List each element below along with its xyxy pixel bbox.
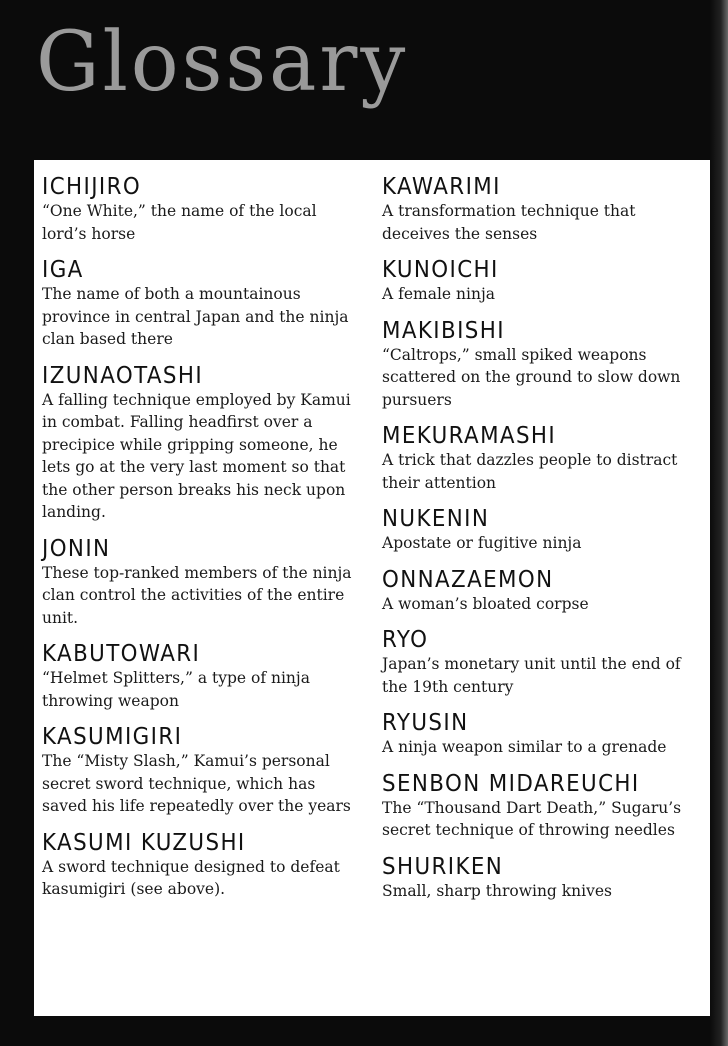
entry-term: SHURIKEN <box>382 853 504 880</box>
glossary-entry <box>382 506 708 555</box>
entry-definition: Japan’s monetary unit until the end of the 19th century <box>382 655 681 696</box>
entry-term: MEKURAMASHI <box>382 423 557 449</box>
glossary-panel <box>34 160 710 1016</box>
glossary-entry <box>382 710 708 759</box>
entry-term: ICHIJIRO <box>42 174 142 200</box>
glossary-entry <box>42 641 364 712</box>
entry-term: NUKENIN <box>382 506 490 532</box>
glossary-entry <box>382 318 708 412</box>
entry-term: MAKIBISHI <box>382 317 505 344</box>
glossary-entry <box>382 423 708 494</box>
glossary-entry <box>42 724 364 818</box>
entry-term: IGA <box>42 257 84 283</box>
glossary-entry <box>42 830 364 901</box>
glossary-entry <box>42 174 364 245</box>
entry-definition: A female ninja <box>382 285 495 303</box>
entry-term: KASUMIGIRI <box>42 724 183 750</box>
entry-definition: A trick that dazzles people to distract their attention <box>382 451 678 492</box>
entry-definition: The name of both a mountainous province in central Japan and the ninja clan based there <box>42 285 349 348</box>
entry-term: ONNAZAEMON <box>382 566 554 593</box>
glossary-entry <box>42 536 364 630</box>
entry-definition: A falling technique employed by Kamui in combat. Falling headfirst over a precipice while gripping someone, he lets go at the very last moment so that the other person breaks his neck upon landing. <box>42 390 351 521</box>
entry-definition: A sword technique designed to defeat kasumigiri (see above). <box>42 857 340 898</box>
entry-term: RYO <box>382 627 429 653</box>
entry-definition: A transformation technique that deceives the senses <box>382 202 636 243</box>
glossary-entry <box>382 771 708 842</box>
glossary-entry <box>382 854 708 903</box>
entry-term: KAWARIMI <box>382 174 501 200</box>
glossary-entry <box>382 567 708 616</box>
page-edge-shadow <box>710 0 728 1046</box>
entry-term: RYUSIN <box>382 710 469 736</box>
entry-definition: “One White,” the name of the local lord’s horse <box>42 202 317 243</box>
entry-definition: The “Thousand Dart Death,” Sugaru’s secret technique of throwing needles <box>382 798 682 839</box>
entry-definition: Apostate or fugitive ninja <box>382 534 582 552</box>
glossary-entry <box>382 627 708 698</box>
glossary-entry <box>382 257 708 306</box>
entry-term: IZUNAOTASHI <box>42 362 204 389</box>
glossary-entry <box>42 363 364 524</box>
entry-term: KUNOICHI <box>382 257 499 283</box>
entry-definition: “Caltrops,” small spiked weapons scattered on the ground to slow down pursuers <box>382 345 681 409</box>
entry-term: KABUTOWARI <box>42 641 201 667</box>
entry-definition: “Helmet Splitters,” a type of ninja throwing weapon <box>42 669 310 710</box>
glossary-entry <box>382 174 708 245</box>
entry-term: JONIN <box>42 535 111 562</box>
right-column <box>382 174 708 914</box>
entry-definition: The “Misty Slash,” Kamui’s personal secret sword technique, which has saved his life repeatedly over the years <box>42 752 351 815</box>
entry-definition: These top-ranked members of the ninja clan control the activities of the entire unit. <box>42 563 352 627</box>
entry-term: SENBON MIDAREUCHI <box>382 770 640 797</box>
entry-definition: Small, sharp throwing knives <box>382 881 612 900</box>
entry-definition: A woman’s bloated corpse <box>382 594 589 613</box>
entry-term: KASUMI KUZUSHI <box>42 829 246 856</box>
left-column <box>42 174 364 913</box>
page-title: Glossary <box>36 15 409 110</box>
glossary-entry <box>42 257 364 351</box>
entry-definition: A ninja weapon similar to a grenade <box>382 738 667 756</box>
